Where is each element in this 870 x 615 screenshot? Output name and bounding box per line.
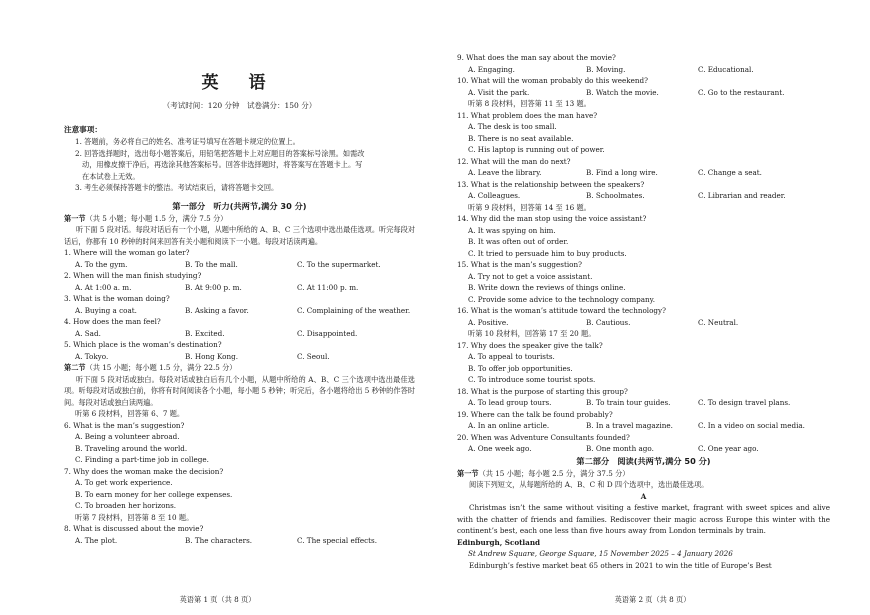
option-b: B. To earn money for her college expenses. bbox=[75, 489, 233, 499]
option-c: C. To broaden her horizons. bbox=[75, 501, 177, 510]
notice-line: 在本试卷上无效。 bbox=[82, 171, 140, 181]
material-note: 听第 9 段材料，回答第 14 至 16 题。 bbox=[468, 202, 591, 212]
option-b: B. Excited. bbox=[185, 328, 225, 338]
section2-instructions: 听下面 5 段对话或独白。每段对话或独白后有几个小题，从题中所给的 A、B、C 三个选项中选出最佳选项。听每段对话或独白前，你将有时间阅读各个小题，每小题 5 秒钟；听完后，各小题将给出 5 秒钟的作答时间。每段对话或独白读两遍。 bbox=[64, 374, 415, 407]
options-8 bbox=[64, 535, 415, 547]
question-6: 6. What is the man’s suggestion? bbox=[64, 420, 185, 430]
question-11: 11. What problem does the man have? bbox=[457, 110, 598, 120]
section1-heading bbox=[64, 213, 415, 225]
option-c: C. To design travel plans. bbox=[698, 398, 791, 407]
options-16 bbox=[457, 317, 830, 329]
notice-line: 2. 回答选择题时，选出每小题答案后，用铅笔把答题卡上对应题目的答案标号涂黑。如需改 bbox=[75, 148, 365, 158]
option-b: B. Traveling around the world. bbox=[75, 443, 188, 453]
question-12: 12. What will the man do next? bbox=[457, 156, 571, 166]
notice-line: 1. 答题前，务必将自己的姓名、准考证号填写在答题卡规定的位置上。 bbox=[75, 137, 300, 146]
passage-letter: A bbox=[640, 491, 647, 501]
option-a: A. Try not to get a voice assistant. bbox=[468, 271, 593, 281]
section2-heading bbox=[64, 362, 415, 374]
question-14: 14. Why did the man stop using the voice assistant? bbox=[457, 214, 647, 223]
options-20 bbox=[457, 443, 830, 455]
option-c: C. Go to the restaurant. bbox=[698, 87, 785, 97]
option-a: A. To the gym. bbox=[75, 259, 128, 269]
exam-subtitle: （考试时间：120 分钟 试卷满分：150 分） bbox=[162, 101, 317, 110]
option-b: B. Schoolmates. bbox=[586, 191, 645, 200]
reading-instructions: 阅读下列短文，从每题所给的 A、B、C 和 D 四个选项中，选出最佳选项。 bbox=[469, 480, 709, 489]
section-rule: （共 5 小题；每小题 1.5 分，满分 7.5 分） bbox=[85, 213, 228, 223]
option-c: C. In a video on social media. bbox=[698, 421, 805, 430]
options-4 bbox=[64, 328, 415, 340]
option-b: B. One month ago. bbox=[586, 444, 654, 453]
option-a: A. Positive. bbox=[468, 317, 509, 327]
option-a: A. Visit the park. bbox=[468, 87, 530, 97]
option-c: C. His laptop is running out of power. bbox=[468, 145, 605, 154]
exam-title: 英 语 bbox=[201, 73, 278, 93]
section1-instructions: 听下面 5 段对话。每段对话后有一个小题，从题中所给的 A、B、C 三个选项中选出最佳选项。听完每段对话后，你都有 10 秒钟的时间来回答有关小题和阅读下一小题。每段对话读两遍。 bbox=[64, 225, 415, 246]
option-b: B. To the mall. bbox=[185, 259, 238, 269]
passage-paragraph: Christmas isn’t the same without visiting a festive market, fragrant with sweet spices and alive with the chatter of friends and families. Rediscover their magic across Europe this winter with the continent’s best, each one less than five hours away from London terminals by train. bbox=[457, 503, 830, 535]
option-a: A. In an online article. bbox=[468, 421, 550, 430]
option-c: C. It tried to persuade him to buy products. bbox=[468, 248, 627, 258]
option-a: A. Engaging. bbox=[468, 64, 515, 74]
options-9 bbox=[457, 64, 830, 76]
option-b: B. Watch the movie. bbox=[586, 87, 659, 97]
option-a: A. The desk is too small. bbox=[468, 122, 557, 131]
section-rule: （共 15 小题；每小题 1.5 分，满分 22.5 分） bbox=[85, 363, 237, 372]
option-b: B. At 9:00 p. m. bbox=[185, 282, 242, 292]
option-b: B. To offer job opportunities. bbox=[468, 363, 573, 373]
section-label: 第一节 bbox=[64, 213, 86, 223]
part1-heading: 第一部分 听力(共两节,满分 30 分) bbox=[172, 200, 307, 211]
option-c: C. One year ago. bbox=[698, 444, 759, 453]
option-b: B. Cautious. bbox=[586, 317, 631, 327]
question-10: 10. What will the woman probably do this weekend? bbox=[457, 76, 648, 85]
question-4: 4. How does the man feel? bbox=[64, 317, 161, 326]
question-16: 16. What is the woman’s attitude toward the technology? bbox=[457, 306, 666, 315]
question-8: 8. What is discussed about the movie? bbox=[64, 524, 204, 533]
option-a: A. To get work experience. bbox=[75, 478, 173, 487]
notice-line: 动，用橡皮擦干净后，再选涂其他答案标号。回答非选择题时，将答案写在答题卡上。写 bbox=[82, 160, 363, 169]
option-c: C. Neutral. bbox=[698, 317, 739, 327]
material-note: 听第 6 段材料，回答第 6、7 题。 bbox=[75, 409, 185, 418]
option-c: C. To the supermarket. bbox=[297, 259, 381, 269]
option-b: B. It was often out of order. bbox=[468, 237, 569, 246]
question-7: 7. Why does the woman make the decision? bbox=[64, 466, 224, 476]
option-c: C. Educational. bbox=[698, 64, 754, 74]
option-a: A. At 1:00 a. m. bbox=[75, 282, 132, 292]
page-footer: 英语第 1 页（共 8 页） bbox=[179, 595, 256, 604]
option-a: A. Being a volunteer abroad. bbox=[75, 432, 180, 441]
notice-line: 3. 考生必须保持答题卡的整洁。考试结束后，请将答题卡交回。 bbox=[75, 183, 279, 192]
option-c: C. The special effects. bbox=[297, 535, 378, 545]
option-c: C. At 11:00 p. m. bbox=[297, 282, 359, 292]
material-note: 听第 7 段材料，回答第 8 至 10 题。 bbox=[75, 512, 194, 522]
material-note: 听第 8 段材料，回答第 11 至 13 题。 bbox=[468, 99, 591, 108]
option-a: A. Colleagues. bbox=[468, 191, 521, 200]
option-a: A. Tokyo. bbox=[75, 351, 109, 361]
question-13: 13. What is the relationship between the speakers? bbox=[457, 179, 645, 189]
option-c: C. Disappointed. bbox=[297, 328, 358, 338]
question-9: 9. What does the man say about the movie? bbox=[457, 53, 616, 62]
section-label: 第二节 bbox=[64, 363, 86, 372]
option-a: A. The plot. bbox=[75, 535, 118, 545]
options-1 bbox=[64, 259, 415, 271]
question-3: 3. What is the woman doing? bbox=[64, 294, 170, 303]
option-c: C. Finding a part-time job in college. bbox=[75, 455, 209, 464]
section-label: 第一节 bbox=[457, 468, 479, 478]
option-a: A. To lead group tours. bbox=[468, 398, 552, 407]
question-18: 18. What is the purpose of starting this group? bbox=[457, 386, 628, 396]
material-note: 听第 10 段材料，回答第 17 至 20 题。 bbox=[468, 329, 596, 338]
option-a: A. It was spying on him. bbox=[468, 225, 556, 235]
question-20: 20. When was Adventure Consultants founded? bbox=[457, 432, 630, 442]
options-13 bbox=[457, 190, 830, 202]
option-a: A. To appeal to tourists. bbox=[468, 352, 555, 361]
options-2 bbox=[64, 282, 415, 294]
passage-paragraph: Edinburgh’s festive market beat 65 others in 2021 to win the title of Europe’s Best bbox=[469, 560, 772, 570]
option-b: B. Write down the reviews of things online. bbox=[468, 283, 626, 292]
options-10 bbox=[457, 87, 830, 99]
option-c: C. Seoul. bbox=[297, 351, 330, 361]
option-c: C. Provide some advice to the technology company. bbox=[468, 294, 656, 304]
option-a: A. Leave the library. bbox=[468, 168, 542, 177]
reading-section1-heading bbox=[457, 468, 830, 480]
question-5: 5. Which place is the woman’s destination? bbox=[64, 340, 222, 349]
section-rule: （共 15 小题；每小题 2.5 分，满分 37.5 分） bbox=[478, 468, 630, 478]
option-a: A. One week ago. bbox=[468, 444, 532, 453]
page-footer: 英语第 2 页（共 8 页） bbox=[614, 595, 691, 604]
option-a: A. Buying a coat. bbox=[75, 305, 137, 315]
notice-heading: 注意事项： bbox=[64, 125, 102, 134]
option-c: C. Complaining of the weather. bbox=[297, 305, 411, 315]
part2-heading: 第二部分 阅读(共两节,满分 50 分) bbox=[576, 455, 711, 466]
page-2 bbox=[435, 0, 870, 615]
option-b: B. Find a long wire. bbox=[586, 168, 658, 177]
option-b: B. To train tour guides. bbox=[586, 398, 671, 407]
option-b: B. In a travel magazine. bbox=[586, 421, 673, 430]
option-c: C. Librarian and reader. bbox=[698, 191, 786, 200]
option-a: A. Sad. bbox=[75, 328, 101, 338]
option-b: B. The characters. bbox=[185, 535, 253, 545]
option-c: C. To introduce some tourist spots. bbox=[468, 375, 596, 384]
options-18 bbox=[457, 397, 830, 409]
question-17: 17. Why does the speaker give the talk? bbox=[457, 340, 603, 350]
option-b: B. There is no seat available. bbox=[468, 133, 574, 143]
options-5 bbox=[64, 351, 415, 363]
options-12 bbox=[457, 167, 830, 179]
question-19: 19. Where can the talk be found probably? bbox=[457, 409, 613, 419]
options-3 bbox=[64, 305, 415, 317]
option-b: B. Asking a favor. bbox=[185, 305, 249, 315]
question-15: 15. What is the man’s suggestion? bbox=[457, 260, 582, 269]
options-19 bbox=[457, 420, 830, 432]
question-2: 2. When will the man finish studying? bbox=[64, 271, 202, 280]
option-b: B. Moving. bbox=[586, 64, 626, 74]
place-heading: Edinburgh, Scotland bbox=[457, 537, 541, 547]
question-1: 1. Where will the woman go later? bbox=[64, 248, 190, 257]
venue-dates: St Andrew Square, George Square, 15 November 2025 – 4 January 2026 bbox=[468, 549, 733, 558]
option-c: C. Change a seat. bbox=[698, 168, 762, 177]
option-b: B. Hong Kong. bbox=[185, 351, 238, 361]
